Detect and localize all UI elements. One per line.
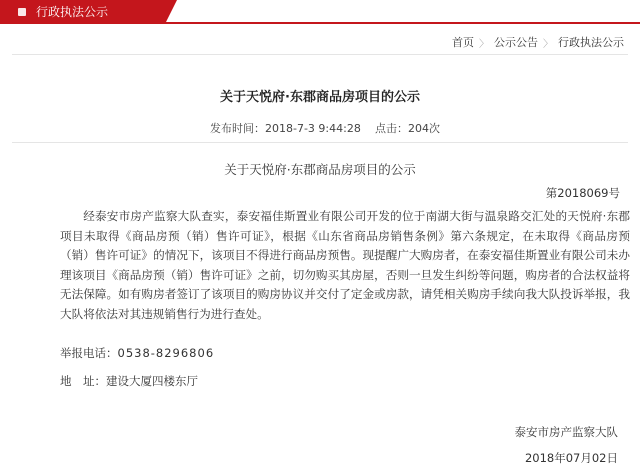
article-title: 关于天悦府·东郡商品房项目的公示 [220,90,420,105]
notice-paragraph: 经泰安市房产监察大队查实，泰安福佳斯置业有限公司开发的位于南湖大街与温泉路交汇处的天悦府·东郡项目未取得《商品房预（销）售许可证》，根据《山东省商品房销售条例》第六条规定，在未取得《商品房预（销）售许可证》的情况下，该项目不得进行商品房预售。现提醒广大购房者，在泰安福佳斯置业有限公司未办理该项目《商品房预（销）售许可证》之前，切勿购买其房屋，否则一旦发生纠纷等问题，购房者的合法权益将无法保障。如有购房者签订了该项目的购房协议并交付了定金或房款，请凭相关购房手续向我大队投诉举报，我大队将依法对其违规销售行为进行查处。 [60,209,630,321]
publish-time: 发布时间：2018-7-3 9:44:28 [210,122,361,135]
section-tab[interactable] [0,0,165,24]
document-number: 第2018069号 [545,186,620,200]
hit-count: 点击：204次 [375,122,440,135]
divider [12,142,628,143]
report-phone-label: 举报电话： [60,346,118,360]
signature-organization: 泰安市房产监察大队 [514,425,618,439]
breadcrumb-notices-link[interactable]: 公示公告 [494,36,538,49]
address-value: 建设大厦四楼东厅 [106,374,198,388]
address [60,373,198,389]
breadcrumb-home-link[interactable]: 首页 [452,36,474,49]
breadcrumb-separator-icon: 〉 [543,38,553,50]
breadcrumb [452,34,624,50]
breadcrumb-separator-icon: 〉 [479,38,489,50]
signature-date: 2018年07月02日 [524,451,618,465]
body-subtitle: 关于天悦府·东郡商品房项目的公示 [224,162,416,177]
address-label: 地 址： [60,374,106,388]
header-bar [0,0,640,24]
divider [12,54,628,55]
square-bullet-icon [18,8,26,16]
breadcrumb-current-link[interactable]: 行政执法公示 [558,36,624,49]
tab-notch [165,0,177,24]
report-phone-value: 0538-8296806 [117,346,215,360]
section-tab-label: 行政执法公示 [36,5,109,19]
report-phone [60,345,214,361]
